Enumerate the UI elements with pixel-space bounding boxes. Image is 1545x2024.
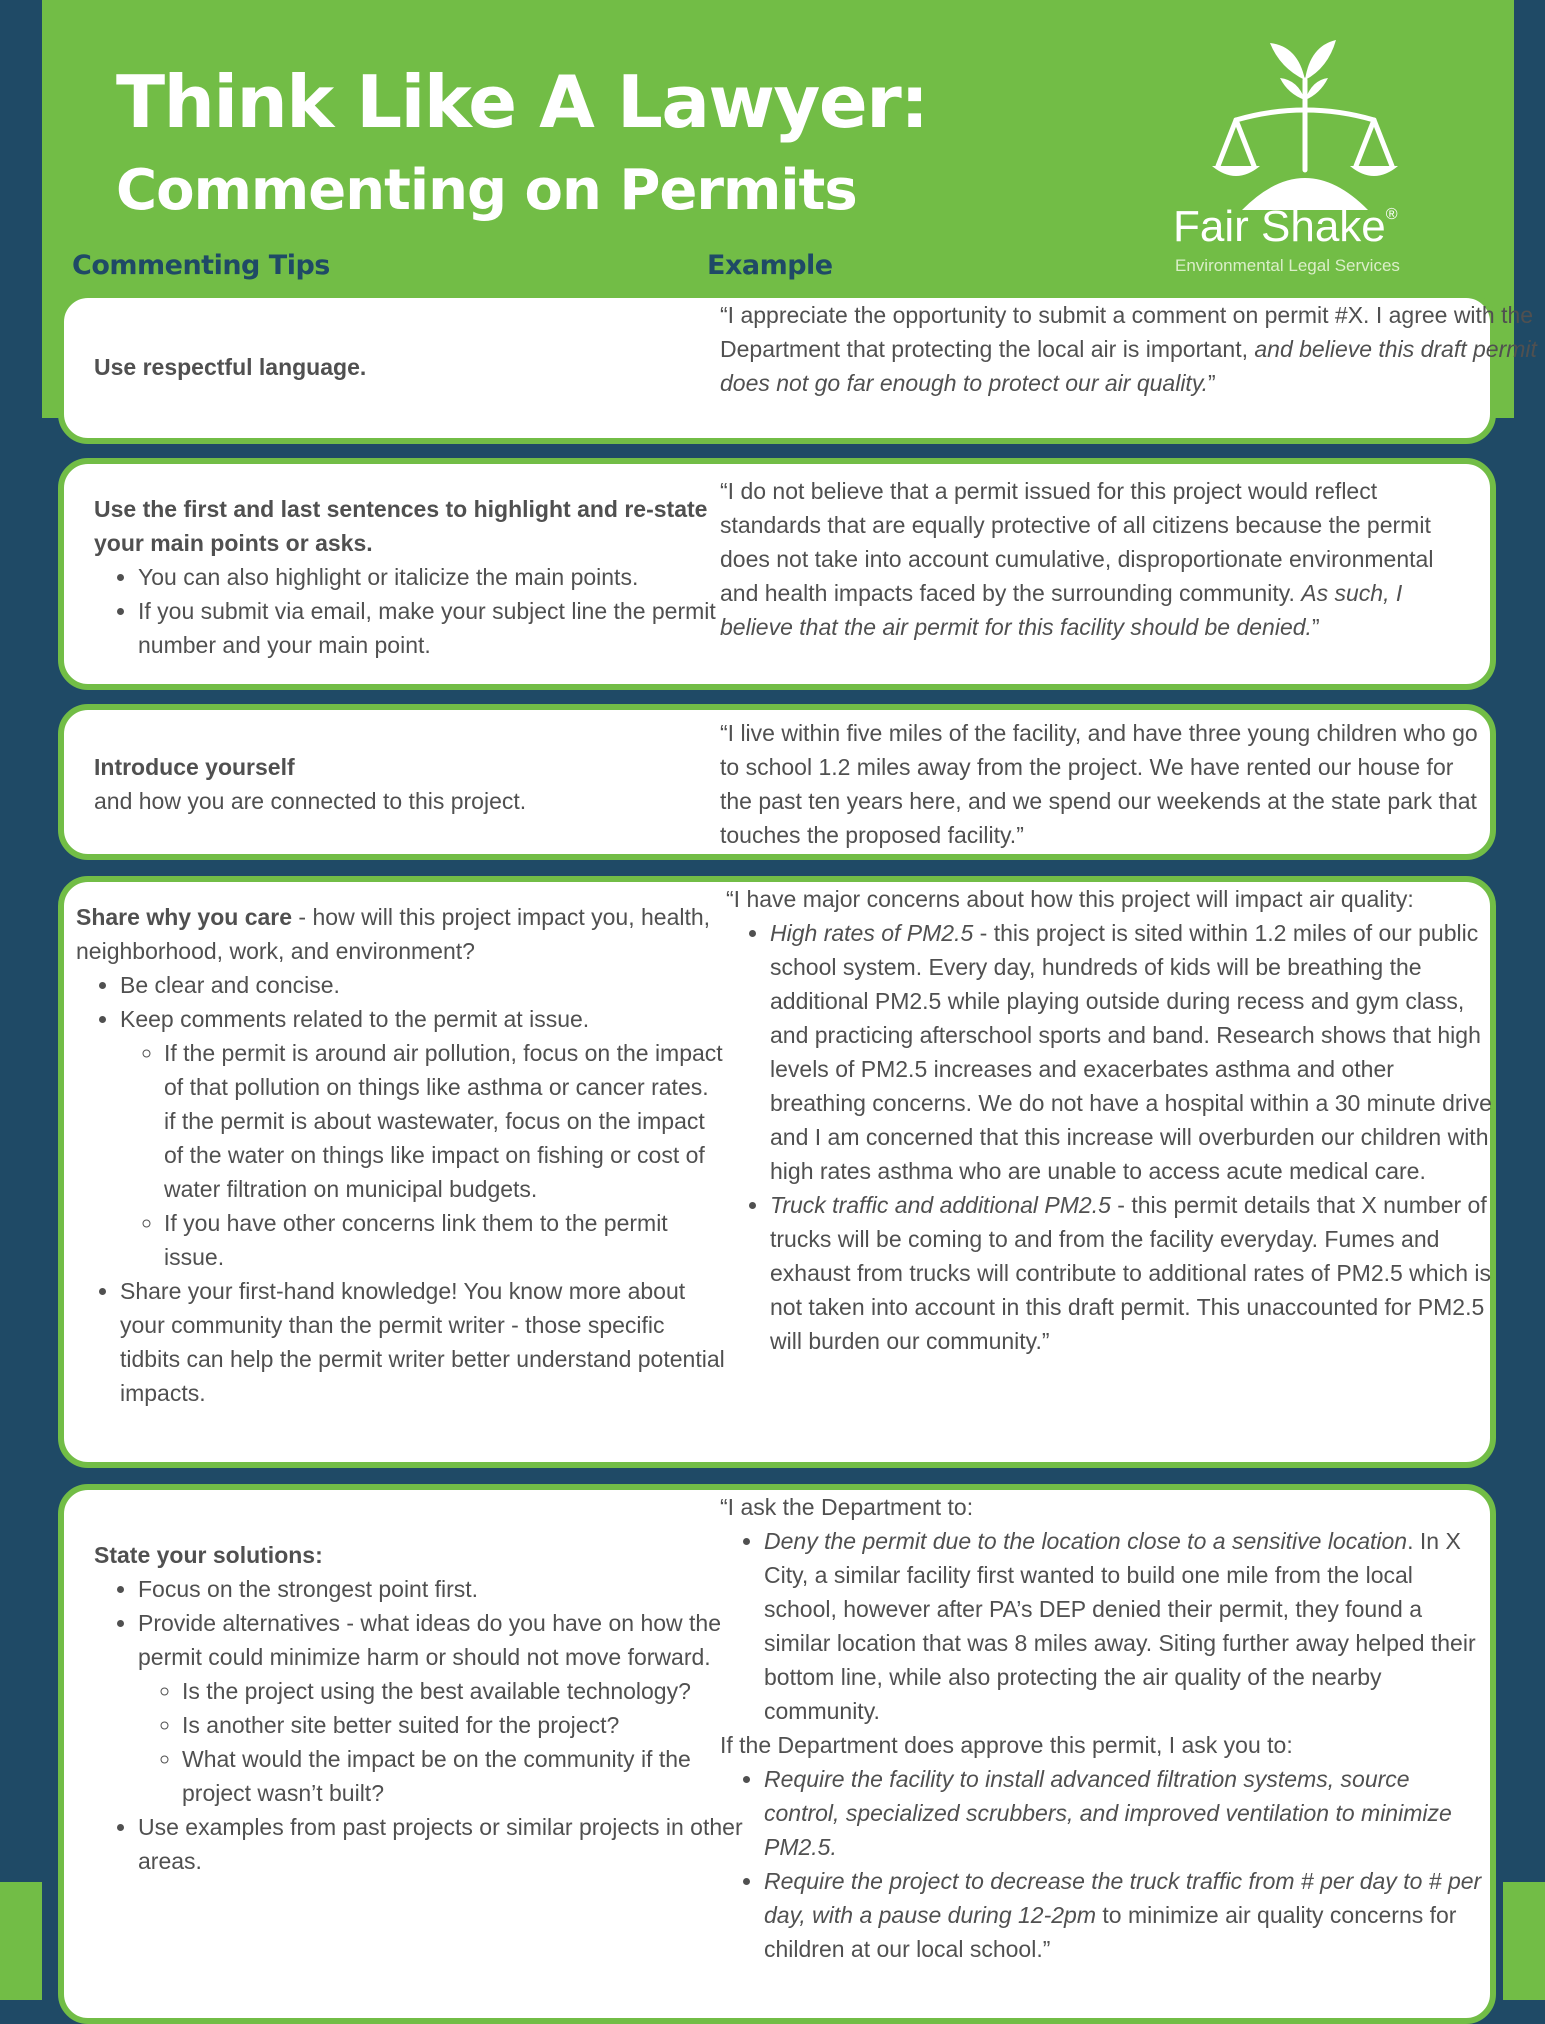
list-item: ◦ What would the impact be on the community if the project wasn’t built?: [182, 1742, 744, 1810]
footer-accent-left: [0, 1882, 42, 2000]
tip-sublist: [120, 1036, 726, 1274]
example-text: “I live within five miles of the facility, and have three young children who go to school 1.2 miles away from the project. We have rented our house for the past ten years here, and we spend our weekends at the state park that touches the proposed facility.”: [720, 720, 1478, 848]
list-item: ◦ If you have other concerns link them to the permit issue.: [164, 1206, 726, 1274]
tip-title: State your solutions:: [94, 1542, 323, 1568]
example-list: [726, 916, 1492, 1358]
list-item: • Truck traffic and additional PM2.5 - this permit details that X number of trucks will be coming to and from the facility everyday. Fumes and exhaust from trucks will contribute to additional rates of PM2.5 which is not taken into account in this draft permit. This unaccounted for PM2.5 will burden our community.”: [770, 1188, 1492, 1358]
example-text: “I do not believe that a permit issued for this project would reflect standards that are equally protective of all citizens because the permit does not take into account cumulative, disproportionate environmental and health impacts faced by the surrounding community. As such, I believe that the air permit for this facility should be denied.”: [720, 478, 1434, 640]
list-item: • Deny the permit due to the location close to a sensitive location. In X City, a similar facility first wanted to build one mile from the local school, however after PA’s DEP denied their permit, they found a similar location that was 8 miles away. Siting further away helped their bottom line, while also protecting the air quality of the nearby community.: [764, 1524, 1490, 1728]
list-item: ◦ Is another site better suited for the project?: [182, 1708, 744, 1742]
column-header-example: Example: [707, 250, 833, 281]
list-item: • Use examples from past projects or similar projects in other areas.: [138, 1810, 744, 1878]
example-list: [720, 1524, 1490, 1728]
list-item: • You can also highlight or italicize the main points.: [138, 560, 724, 594]
tip-cell: [76, 900, 726, 1410]
example-cell: [720, 298, 1542, 400]
tip-card-share-why-you-care: [58, 876, 1496, 1468]
tip-card-introduce-yourself: [58, 704, 1496, 860]
example-list: [720, 1762, 1490, 1966]
example-cell: [720, 716, 1480, 852]
page-subtitle: Commenting on Permits: [116, 158, 857, 223]
list-item: ◦ If the permit is around air pollution, focus on the impact of that pollution on things like asthma or cancer rates. if the permit is about wastewater, focus on the impact of the water on things like impact on fishing or cost of water filtration on municipal budgets.: [164, 1036, 726, 1206]
list-item: • Require the facility to install advanced filtration systems, source control, specialized scrubbers, and improved ventilation to minimize PM2.5.: [764, 1762, 1490, 1864]
logo-tagline: Environmental Legal Services: [1175, 256, 1400, 275]
example-text: If the Department does approve this permit, I ask you to:: [720, 1732, 1293, 1758]
page-title: Think Like A Lawyer:: [116, 60, 928, 144]
tip-list: [94, 560, 724, 662]
list-item: ◦ Is the project using the best available technology?: [182, 1674, 744, 1708]
tip-text: and how you are connected to this project.: [94, 788, 527, 814]
tip-text: Share why you care - how will this project impact you, health, neighborhood, work, and environment?: [76, 904, 711, 964]
list-item: • Provide alternatives - what ideas do you have on how the permit could minimize harm or should not move forward. ◦ Is the project using the best available technology? ◦ Is another site better suited for the project? ◦ What would the impact be on the community if the project wasn’t built?: [138, 1606, 744, 1810]
tip-title: Use the first and last sentences to highlight and re-state your main points or asks.: [94, 496, 708, 556]
list-item: • Share your first-hand knowledge! You know more about your community than the permit writer - those specific tidbits can help the permit writer better understand potential impacts.: [120, 1274, 726, 1410]
list-item: • High rates of PM2.5 - this project is sited within 1.2 miles of our public school system. Every day, hundreds of kids will be breathing the additional PM2.5 while playing outside during recess and gym class, and practicing afterschool sports and band. Research shows that high levels of PM2.5 increases and exacerbates asthma and other breathing concerns. We do not have a hospital within a 30 minute drive and I am concerned that this increase will overburden our children with high rates asthma who are unable to access acute medical care.: [770, 916, 1492, 1188]
list-item: • Focus on the strongest point first.: [138, 1572, 744, 1606]
example-text: “I ask the Department to:: [720, 1494, 974, 1520]
tip-cell: [94, 1538, 744, 1878]
example-text: “I have major concerns about how this project will impact air quality:: [726, 886, 1414, 912]
example-text: “I appreciate the opportunity to submit a comment on permit #X. I agree with the Department that protecting the local air is important, and believe this draft permit does not go far enough to protect our air quality.”: [720, 302, 1537, 396]
list-item: • Be clear and concise.: [120, 968, 726, 1002]
example-cell: [720, 1490, 1490, 1966]
example-cell: [720, 474, 1460, 644]
list-item: • If you submit via email, make your subject line the permit number and your main point.: [138, 594, 724, 662]
tip-cell: [94, 750, 724, 818]
tip-cell: [94, 492, 724, 662]
list-item: • Require the project to decrease the truck traffic from # per day to # per day, with a pause during 12-2pm to minimize air quality concerns for children at our local school.”: [764, 1864, 1490, 1966]
tip-card-first-last-sentences: [58, 458, 1496, 690]
tip-list: [94, 1572, 744, 1878]
example-cell: [726, 882, 1492, 1358]
footer-accent-right: [1503, 1882, 1545, 2000]
tip-card-state-solutions: [58, 1484, 1496, 2024]
column-header-tips: Commenting Tips: [72, 250, 330, 281]
tip-sublist: [138, 1674, 744, 1810]
tip-list: [76, 968, 726, 1410]
list-item: • Keep comments related to the permit at issue. ◦ If the permit is around air pollution, focus on the impact of that pollution on things like asthma or cancer rates. if the permit is about wastewater, focus on the impact of the water on things like impact on fishing or cost of water filtration on municipal budgets. ◦ If you have other concerns link them to the permit issue.: [120, 1002, 726, 1274]
logo-wordmark: Fair Shake®: [1173, 202, 1398, 251]
tip-title: Use respectful language.: [94, 354, 367, 380]
tip-cell: [94, 350, 724, 384]
tip-title: Introduce yourself: [94, 754, 295, 780]
tip-card-respectful-language: [58, 292, 1537, 444]
